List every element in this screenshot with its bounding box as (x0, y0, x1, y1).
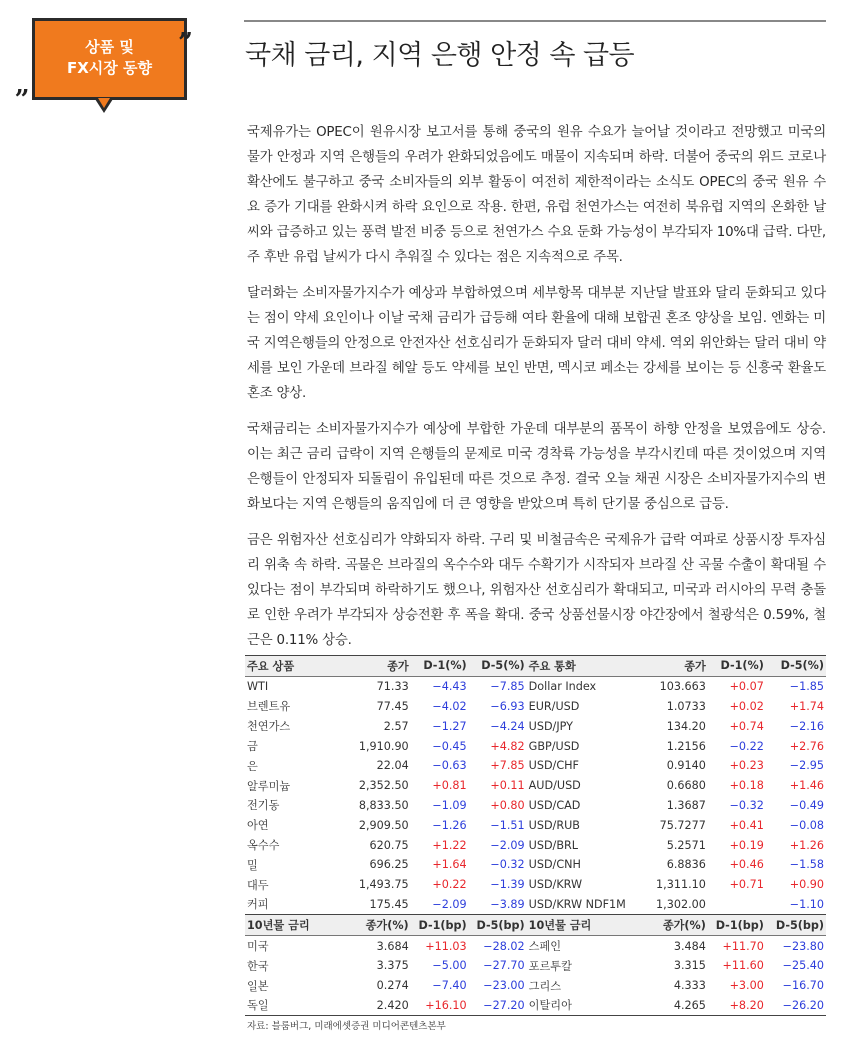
bond-header-row (245, 915, 826, 936)
table-cell: −1.10 (789, 897, 824, 911)
table-cell: 2.57 (383, 719, 409, 733)
table-cell: USD/RUB (528, 818, 580, 832)
table-cell: USD/KRW (528, 878, 583, 892)
bond-rows (245, 915, 826, 1016)
table-cell: 한국 (247, 959, 269, 973)
table-cell: +0.90 (789, 878, 824, 892)
table-cell: 71.33 (376, 680, 409, 694)
table-cell: −7.40 (432, 979, 467, 993)
table-cell: 포르투칼 (528, 959, 572, 973)
column-header: 10년물 금리 (245, 915, 336, 936)
table-cell: −26.20 (782, 998, 824, 1012)
table-cell: 3.315 (673, 959, 706, 973)
table-row (245, 875, 826, 895)
table-cell: 1.2156 (666, 739, 706, 753)
table-cell: 620.75 (369, 838, 409, 852)
table-cell: 2,352.50 (358, 779, 409, 793)
table-cell: 천연가스 (247, 720, 291, 734)
close-quote-icon: ” (178, 28, 193, 58)
table-cell: −23.80 (782, 939, 824, 953)
table-cell: 전기동 (247, 799, 280, 813)
table-cell: 이탈리아 (528, 999, 572, 1013)
table-cell: 은 (247, 759, 258, 773)
table-cell: 0.9140 (666, 759, 706, 773)
table-cell: 3.484 (673, 939, 706, 953)
table-cell: +11.03 (425, 939, 467, 953)
table-cell: 8,833.50 (358, 798, 409, 812)
table-cell: −0.32 (729, 798, 764, 812)
table-cell: 1,302.00 (656, 897, 706, 911)
table-cell: GBP/USD (528, 739, 580, 753)
table-cell: 커피 (247, 898, 269, 912)
table-cell: USD/CNH (528, 858, 581, 872)
paragraph-commodities: 금은 위험자산 선호심리가 약화되자 하락. 구리 및 비철금속은 국제유가 급락 여파로 상품시장 투자심리 위축 속 하락. 곡물은 브라질의 옥수수와 대두 수확기가 시작되자 브라질 산 곡물 수출이 확대될 수 있다는 점이 부각되며 하락하기도 했으나, 위험자산 선호심리가 확대되고, 미국과 러시아의 무력 충돌로 인한 우려가 부각되자 상승전환 후 폭을 확대. 중국 상품선물시장 야간장에서 철광석은 0.59%, 철근은 0.11% 상승. (247, 533, 826, 648)
table-cell: −3.89 (490, 897, 525, 911)
column-header: 종가(%) (643, 915, 708, 936)
table-cell: −1.27 (432, 719, 467, 733)
badge-line-2: FX시장 동향 (67, 59, 152, 77)
table-cell: 알루미늄 (247, 779, 291, 793)
table-cell: 1.3687 (666, 798, 706, 812)
table-cell: +1.74 (789, 699, 824, 713)
table-cell: 2,909.50 (358, 818, 409, 832)
table-row (245, 796, 826, 816)
table-cell: Dollar Index (528, 680, 597, 694)
table-cell: 아연 (247, 819, 269, 833)
open-quote-icon: „ (15, 70, 30, 100)
table-cell: +0.07 (729, 680, 764, 694)
table-row (245, 855, 826, 875)
table-cell: +0.11 (490, 779, 525, 793)
column-header: 10년물 금리 (527, 915, 643, 936)
table-cell: USD/BRL (528, 838, 579, 852)
table-cell: USD/CAD (528, 798, 581, 812)
paragraph-fx: 달러화는 소비자물가지수가 예상과 부합하였으며 세부항목 대부분 지난달 발표와 달리 둔화되고 있다는 점이 약세 요인이나 이날 국채 금리가 급등해 여타 환율에 대해 보합권 혼조 양상을 보임. 엔화는 미국 지역은행들의 안정으로 안전자산 선호심리가 둔화되자 달러 대비 약세. 역외 위안화는 달러 대비 약세를 보인 가운데 브라질 헤알 등도 약세를 보인 반면, 멕시코 페소는 강세를 보이는 등 신흥국 환율도 혼조 양상. (247, 286, 826, 401)
table-cell: +16.10 (425, 998, 467, 1012)
table-row (245, 736, 826, 756)
table-cell: 0.6680 (666, 779, 706, 793)
table-cell: 5.2571 (666, 838, 706, 852)
table-cell: 3.375 (376, 959, 409, 973)
table-cell: +1.64 (432, 858, 467, 872)
table-row (245, 697, 826, 717)
table-cell: USD/KRW NDF1M (528, 897, 626, 911)
table-cell: 3.684 (376, 939, 409, 953)
column-header: D-5(%) (469, 656, 527, 677)
column-header: 주요 통화 (527, 656, 643, 677)
table-cell: −2.16 (789, 719, 824, 733)
table-row (245, 895, 826, 915)
table-row (245, 956, 826, 976)
table-cell: +3.00 (729, 979, 764, 993)
table-cell: USD/CHF (528, 759, 579, 773)
table-cell: 77.45 (376, 699, 409, 713)
table-cell: +0.19 (729, 838, 764, 852)
table-cell: 일본 (247, 979, 269, 993)
table-cell: 134.20 (666, 719, 706, 733)
table-cell: 1,311.10 (656, 878, 706, 892)
table-cell: −25.40 (782, 959, 824, 973)
table-cell: +11.60 (722, 959, 764, 973)
table-cell: 1.0733 (666, 699, 706, 713)
table-cell: −7.85 (490, 680, 525, 694)
table-cell: +0.41 (729, 818, 764, 832)
table-cell: −2.95 (789, 759, 824, 773)
table-cell: 브렌트유 (247, 700, 291, 714)
paragraph-oil: 국제유가는 OPEC이 원유시장 보고서를 통해 중국의 원유 수요가 늘어날 것이라고 전망했고 미국의 물가 안정과 지역 은행들의 우려가 완화되었음에도 매물이 지속되며 하락. 더불어 중국의 위드 코로나 확산에도 불구하고 중국 소비자들의 외부 활동이 여전히 제한적이라는 소식도 OPEC의 중국 원유 수요 증가 기대를 완화시켜 하락 요인으로 작용. 한편, 유럽 천연가스는 여전히 북유럽 지역의 온화한 날씨와 급증하고 있는 풍력 발전 비중 등으로 천연가스 수요 둔화 가능성이 부각되자 10%대 급락. 다만, 주 후반 유럽 날씨가 다시 추워질 수 있다는 점은 지속적으로 주목. (247, 125, 826, 265)
table-cell: 1,910.90 (358, 739, 409, 753)
table-cell: −1.39 (490, 878, 525, 892)
paragraph-bonds: 국채금리는 소비자물가지수가 예상에 부합한 가운데 대부분의 품목이 하향 안정을 보였음에도 상승. 이는 최근 금리 급락이 지역 은행들의 문제로 미국 경착륙 가능성을 부각시킨데 따른 것이었으며 지역 은행들이 안정되자 되돌림이 유입된데 따른 것으로 추정. 결국 오늘 채권 시장은 소비자물가지수의 변화보다는 지역 은행들의 움직임에 더 큰 영향을 받았으며 특히 단기물 중심으로 급등. (247, 422, 826, 512)
table-row (245, 815, 826, 835)
column-header: 종가 (643, 656, 708, 677)
table-cell: −0.63 (432, 759, 467, 773)
table-cell: 대두 (247, 878, 269, 892)
table-cell: −0.45 (432, 739, 467, 753)
table-cell: −23.00 (483, 979, 525, 993)
table-row (245, 776, 826, 796)
table-cell: +0.23 (729, 759, 764, 773)
table-cell: +0.02 (729, 699, 764, 713)
table-cell: 22.04 (376, 759, 409, 773)
table-cell: −1.58 (789, 858, 824, 872)
table-cell: 금 (247, 740, 258, 754)
table-cell: +1.46 (789, 779, 824, 793)
table-cell: −1.26 (432, 818, 467, 832)
table-cell: +2.76 (789, 739, 824, 753)
market-table (245, 655, 826, 1016)
table-cell: +11.70 (722, 939, 764, 953)
table-cell: 4.265 (673, 998, 706, 1012)
table-cell: 미국 (247, 940, 269, 954)
table-cell: −28.02 (483, 939, 525, 953)
table-cell: −1.09 (432, 798, 467, 812)
table-cell: −4.02 (432, 699, 467, 713)
table-cell: +0.74 (729, 719, 764, 733)
table-cell: −1.51 (490, 818, 525, 832)
table-cell: 175.45 (369, 897, 409, 911)
table-cell (708, 895, 766, 915)
badge-line-1: 상품 및 (85, 38, 134, 56)
table-cell: 696.25 (369, 858, 409, 872)
table-cell: +0.71 (729, 878, 764, 892)
page-title: 국채 금리, 지역 은행 안정 속 급등 (245, 40, 635, 71)
table-cell: −0.22 (729, 739, 764, 753)
table-cell: 4.333 (673, 979, 706, 993)
column-header: 종가(%) (336, 915, 411, 936)
table-cell: −0.08 (789, 818, 824, 832)
top-rule (244, 20, 826, 22)
table-cell: −0.49 (789, 798, 824, 812)
table-cell: −4.24 (490, 719, 525, 733)
table-row (245, 996, 826, 1016)
column-header: D-1(bp) (708, 915, 766, 936)
source-note: 자료: 블룸버그, 미래에셋증권 미디어콘텐츠본부 (247, 1021, 446, 1032)
table-row (245, 756, 826, 776)
table-cell: WTI (247, 680, 269, 694)
table-cell: 6.8836 (666, 858, 706, 872)
table-cell: −2.09 (432, 897, 467, 911)
table-cell: 그리스 (528, 979, 562, 993)
table-cell: +1.26 (789, 838, 824, 852)
table-cell: USD/JPY (528, 719, 573, 733)
table-row (245, 716, 826, 736)
table-cell: −2.09 (490, 838, 525, 852)
table-row (245, 835, 826, 855)
table-cell: −1.85 (789, 680, 824, 694)
column-header: D-1(bp) (411, 915, 469, 936)
table-cell: 독일 (247, 999, 269, 1013)
table-cell: 스페인 (528, 940, 562, 954)
table-cell: 밀 (247, 858, 258, 872)
table-cell: −4.43 (432, 680, 467, 694)
column-header: 주요 상품 (245, 656, 336, 677)
table-cell: +0.81 (432, 779, 467, 793)
table-cell: −16.70 (782, 979, 824, 993)
article-body (247, 120, 826, 664)
section-badge (32, 18, 187, 100)
table-cell: 103.663 (659, 680, 706, 694)
column-header: 종가 (336, 656, 411, 677)
table-cell: +0.46 (729, 858, 764, 872)
market-data-table (245, 655, 826, 1016)
table-cell: +0.80 (490, 798, 525, 812)
table-cell: −5.00 (432, 959, 467, 973)
table-cell: 옥수수 (247, 839, 280, 853)
table-cell: EUR/USD (528, 699, 580, 713)
table-row (245, 976, 826, 996)
table-cell: −0.32 (490, 858, 525, 872)
table-cell: 75.7277 (659, 818, 706, 832)
commodity-fx-rows (245, 676, 826, 915)
table-cell: +0.18 (729, 779, 764, 793)
table-cell: AUD/USD (528, 779, 581, 793)
table-cell: 1,493.75 (358, 878, 409, 892)
table-row (245, 676, 826, 696)
table-cell: +0.22 (432, 878, 467, 892)
column-header: D-1(%) (411, 656, 469, 677)
column-header: D-5(%) (766, 656, 826, 677)
table-cell: +4.82 (490, 739, 525, 753)
table-cell: +8.20 (729, 998, 764, 1012)
table-cell: +1.22 (432, 838, 467, 852)
column-header: D-1(%) (708, 656, 766, 677)
table-cell: 0.274 (376, 979, 409, 993)
badge-tail-fill (98, 98, 110, 108)
table-cell: −6.93 (490, 699, 525, 713)
column-header: D-5(bp) (469, 915, 527, 936)
table-cell: −27.70 (483, 959, 525, 973)
column-header: D-5(bp) (766, 915, 826, 936)
table-cell: +7.85 (490, 759, 525, 773)
table-cell: 2.420 (376, 998, 409, 1012)
table-header-row (245, 656, 826, 677)
table-cell: −27.20 (483, 998, 525, 1012)
table-row (245, 936, 826, 956)
